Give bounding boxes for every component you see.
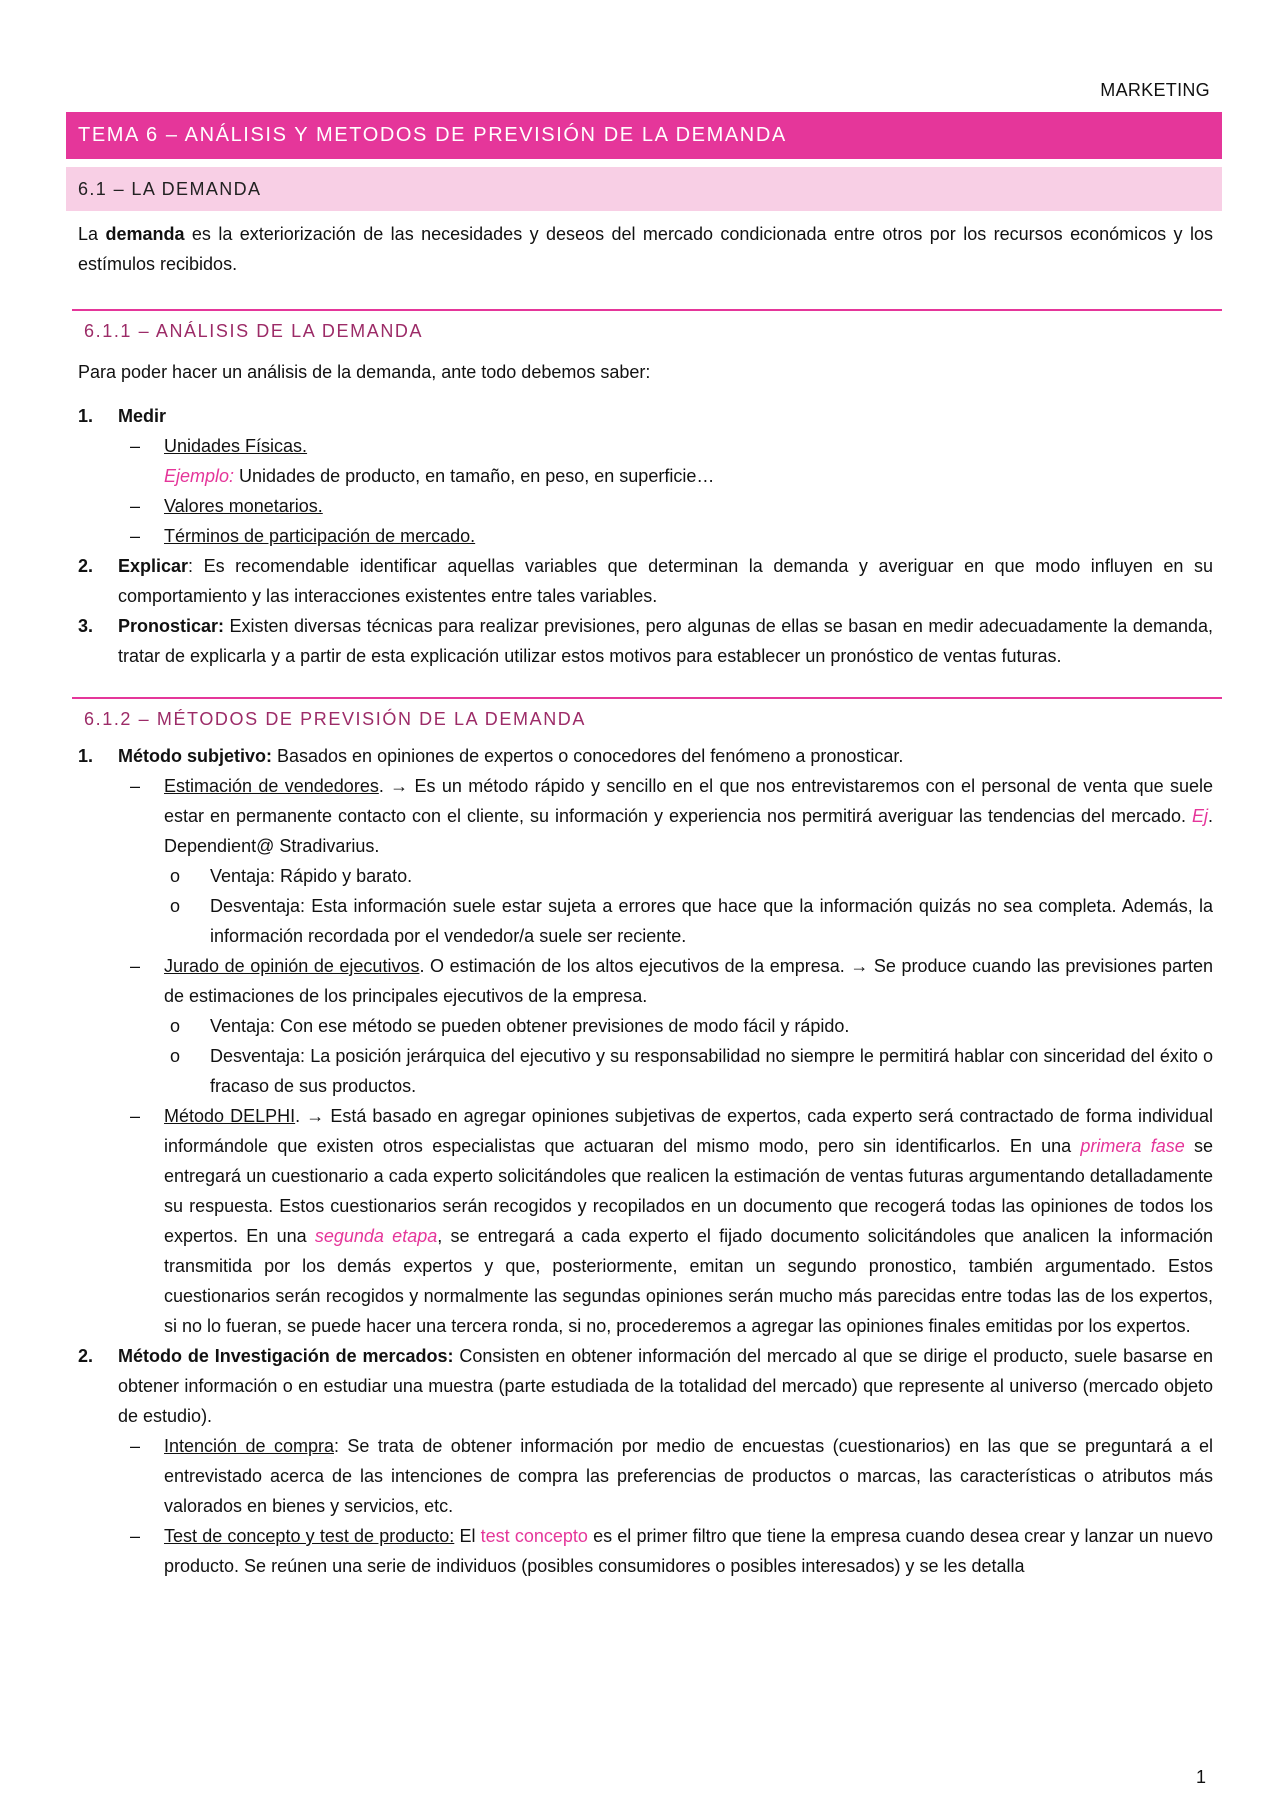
sub-item-estimacion-vendedores: – Estimación de vendedores. → Es un método rápido y sencillo en el que nos entrevistaremos con el personal de venta que suele estar en permanente contacto con el cliente, su información y experiencia nos permitirá averiguar las tendencias del mercado. Ej. Dependient@ Stradivarius. <box>130 776 1213 856</box>
section-heading-6-1-2: 6.1.2 – MÉTODOS DE PREVISIÓN DE LA DEMANDA <box>72 697 1222 739</box>
page-number: 1 <box>1195 1767 1206 1787</box>
desventaja-jurado: o Desventaja: La posición jerárquica del ejecutivo y su responsabilidad no siempre le permitirá hablar con sinceridad del éxito o fracaso de sus productos. <box>170 1046 1213 1096</box>
desventaja-vendedores: o Desventaja: Esta información suele estar sujeta a errores que hace que la información quizás no sea completa. Además, la información recordada por el vendedor/a suele ser reciente. <box>170 896 1213 946</box>
ventaja-vendedores: o Ventaja: Rápido y barato. <box>170 866 413 886</box>
page-content <box>66 112 1213 1581</box>
sub-item-metodo-delphi: – Método DELPHI. → Está basado en agregar opiniones subjetivas de expertos, cada experto será contractado de forma individual informándole que existen otros especialistas que actuaran del mismo modo, pero sin identificarlos. En una primera fase se entregará un cuestionario a cada experto solicitándoles que realicen la estimación de ventas futuras argumentando detalladamente su respuesta. Estos cuestionarios serán recogidos y recopilados en un documento que recogerá todas las opiniones de todos los expertos. En una segunda etapa, se entregará a cada experto el fijado documento solicitándoles que analicen la información transmitida por los demás expertos y que, posteriormente, emitan un segundo pronostico, también argumentado. Estos cuestionarios serán recogidos y normalmente las segundas opiniones serán mucho más parecidas entre todas las de los expertos, si no lo fueran, se puede hacer una tercera ronda, si no, procederemos a agregar las opiniones finales emitidas por los expertos. <box>130 1106 1214 1336</box>
sub-item-test-concepto: – Test de concepto y test de producto: El test concepto es el primer filtro que tiene la empresa cuando desea crear y lanzar un nuevo producto. Se reúnen una serie de individuos (posibles consumidores o posibles interesados) y se les detalla <box>130 1526 1213 1576</box>
chapter-title: TEMA 6 – ANÁLISIS Y METODOS DE PREVISIÓN DE LA DEMANDA <box>66 112 1222 159</box>
sub-item-intencion-compra: – Intención de compra: Se trata de obtener información por medio de encuestas (cuestionarios) en las que se preguntará a el entrevistado acerca de las intenciones de compra las preferencias de productos o marcas, las características o atributos más valorados en bienes y servicios, etc. <box>130 1436 1213 1516</box>
example-line: Ejemplo: Unidades de producto, en tamaño, en peso, en superficie… <box>164 466 715 486</box>
analysis-intro: Para poder hacer un análisis de la demanda, ante todo debemos saber: <box>78 362 651 382</box>
list-item-pronosticar: 3. Pronosticar: Existen diversas técnicas para realizar previsiones, pero algunas de ellas se basan en medir adecuadamente la demanda, tratar de explicarla y a partir de esta explicación utilizar estos motivos para establecer un pronóstico de ventas futuras. <box>78 616 1213 666</box>
sub-item-unidades: – Unidades Físicas. <box>130 436 308 456</box>
sub-item-jurado-ejecutivos: – Jurado de opinión de ejecutivos. O estimación de los altos ejecutivos de la empresa. → Se produce cuando las previsiones parten de estimaciones de los principales ejecutivos de la empresa. <box>130 956 1213 1006</box>
section-heading-6-1-1: 6.1.1 – ANÁLISIS DE LA DEMANDA <box>72 309 1222 351</box>
list-item-medir: 1. Medir <box>78 406 167 426</box>
running-header: MARKETING <box>1100 80 1210 100</box>
ventaja-jurado: o Ventaja: Con ese método se pueden obtener previsiones de modo fácil y rápido. <box>170 1016 850 1036</box>
list-item-investigacion-mercados: 2. Método de Investigación de mercados: Consisten en obtener información del mercado al que se dirige el producto, suele basarse en obtener información o en estudiar una muestra (parte estudiada de la totalidad del mercado) que represente al universo (mercado objeto de estudio). <box>78 1346 1213 1426</box>
list-item-explicar: 2. Explicar: Es recomendable identificar aquellas variables que determinan la demanda y averiguar en que modo influyen en su comportamiento y las interacciones existentes entre tales variables. <box>78 556 1213 606</box>
sub-item-valores: – Valores monetarios. <box>130 496 323 516</box>
list-item-metodo-subjetivo: 1. Método subjetivo: Basados en opiniones de expertos o conocedores del fenómeno a pronosticar. <box>78 746 904 766</box>
sub-item-terminos: – Términos de participación de mercado. <box>130 526 476 546</box>
demanda-definition: La demanda es la exteriorización de las necesidades y deseos del mercado condicionada entre otros por los recursos económicos y los estímulos recibidos. <box>78 224 1213 274</box>
section-heading-6-1: 6.1 – LA DEMANDA <box>66 167 1222 211</box>
